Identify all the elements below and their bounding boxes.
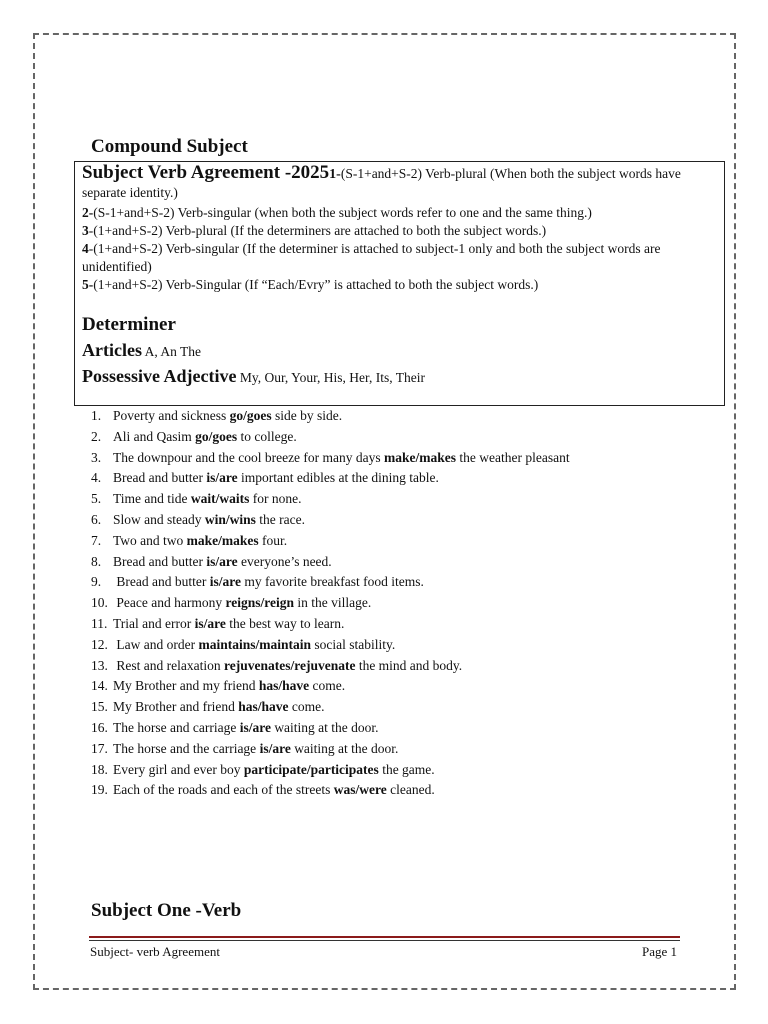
exercise-item bbox=[91, 739, 570, 760]
exercise-text-end: the best way to learn. bbox=[225, 615, 345, 631]
exercise-text: Time and tide bbox=[113, 491, 191, 507]
exercise-item bbox=[91, 572, 570, 593]
rule-2 bbox=[82, 204, 718, 222]
rule-5-number: 5- bbox=[82, 277, 94, 292]
exercise-number: 2. bbox=[91, 428, 102, 444]
exercise-verb-choice: is/are bbox=[206, 553, 238, 569]
exercise-item bbox=[91, 656, 570, 677]
exercise-item bbox=[91, 510, 570, 531]
exercise-number: 16. bbox=[91, 719, 108, 735]
rule-1-number: 1- bbox=[329, 167, 341, 182]
footer-rule-top bbox=[89, 936, 680, 938]
exercise-text-end: in the village. bbox=[293, 595, 372, 611]
exercise-number: 17. bbox=[91, 740, 108, 756]
exercise-item bbox=[91, 552, 570, 573]
exercise-number: 13. bbox=[91, 657, 108, 673]
exercise-text: Peace and harmony bbox=[113, 595, 226, 611]
exercise-number: 14. bbox=[91, 678, 108, 694]
exercise-text: Each of the roads and each of the streets bbox=[113, 782, 334, 798]
exercise-item bbox=[91, 635, 570, 656]
rule-2-text: (S-1+and+S-2) Verb-singular (when both the subject words refer to one and the same thing.) bbox=[93, 205, 592, 220]
exercise-item bbox=[91, 614, 570, 635]
compound-subject-heading: Compound Subject bbox=[91, 136, 248, 157]
possessive-text: My, Our, Your, His, Her, Its, Their bbox=[236, 370, 425, 385]
box-title: Subject Verb Agreement -2025 bbox=[82, 162, 330, 183]
rule-5 bbox=[82, 276, 718, 294]
rule-2-number: 2- bbox=[82, 205, 94, 220]
exercise-item bbox=[91, 780, 570, 801]
exercise-verb-choice: make/makes bbox=[186, 532, 259, 548]
exercise-text: Rest and relaxation bbox=[113, 657, 224, 673]
exercise-text: The horse and the carriage bbox=[113, 740, 260, 756]
exercise-text-end: everyone’s need. bbox=[237, 553, 332, 569]
exercise-text: Bread and butter bbox=[113, 553, 207, 569]
exercise-verb-choice: go/goes bbox=[195, 428, 238, 444]
rule-4 bbox=[82, 240, 718, 276]
exercise-text: The horse and carriage bbox=[113, 719, 240, 735]
exercise-item bbox=[91, 676, 570, 697]
exercise-verb-choice: is/are bbox=[259, 740, 291, 756]
exercise-verb-choice: rejuvenates/rejuvenate bbox=[223, 657, 356, 673]
exercise-item bbox=[91, 531, 570, 552]
exercise-number: 19. bbox=[91, 782, 108, 798]
exercise-item bbox=[91, 468, 570, 489]
exercise-text-end: waiting at the door. bbox=[270, 719, 379, 735]
subject-one-verb-heading: Subject One -Verb bbox=[91, 900, 242, 921]
exercise-text-end: important edibles at the dining table. bbox=[237, 470, 439, 486]
exercise-text-end: cleaned. bbox=[386, 782, 435, 798]
exercise-text-end: social stability. bbox=[311, 636, 396, 652]
exercise-verb-choice: participate/participates bbox=[243, 761, 379, 777]
exercise-text-end: the race. bbox=[255, 511, 305, 527]
exercise-verb-choice: was/were bbox=[333, 782, 387, 798]
exercise-number: 11. bbox=[91, 615, 108, 631]
exercise-verb-choice: maintains/maintain bbox=[198, 636, 311, 652]
exercise-text-end: the weather pleasant bbox=[456, 449, 570, 465]
exercise-number: 6. bbox=[91, 511, 102, 527]
footer-title: Subject- verb Agreement bbox=[90, 944, 220, 959]
rule-4-number: 4 bbox=[82, 241, 89, 256]
exercise-verb-choice: win/wins bbox=[204, 511, 256, 527]
exercise-number: 18. bbox=[91, 761, 108, 777]
exercise-text-end: the game. bbox=[378, 761, 435, 777]
exercise-verb-choice: has/have bbox=[238, 699, 289, 715]
rule-3-number: 3 bbox=[82, 223, 89, 238]
exercise-text: My Brother and friend bbox=[113, 699, 239, 715]
exercise-text: Trial and error bbox=[113, 615, 195, 631]
determiner-heading: Determiner bbox=[82, 314, 176, 335]
rule-5-text: (1+and+S-2) Verb-Singular (If “Each/Evry” is attached to both the subject words.) bbox=[93, 277, 539, 292]
exercise-number: 8. bbox=[91, 553, 102, 569]
exercise-number: 12. bbox=[91, 636, 108, 652]
rule-4-text: -(1+and+S-2) Verb-singular (If the determiner is attached to subject-1 only and both the subject words are unidentified) bbox=[82, 241, 661, 274]
articles-line bbox=[82, 338, 718, 364]
exercise-item bbox=[91, 448, 570, 469]
rules-box bbox=[74, 161, 725, 406]
possessive-label: Possessive Adjective bbox=[82, 366, 237, 386]
exercise-item bbox=[91, 697, 570, 718]
exercise-number: 7. bbox=[91, 532, 102, 548]
exercise-text-end: come. bbox=[288, 699, 325, 715]
exercise-text: Two and two bbox=[113, 532, 187, 548]
exercise-verb-choice: is/are bbox=[209, 574, 241, 590]
exercise-verb-choice: wait/waits bbox=[190, 491, 250, 507]
exercise-item bbox=[91, 427, 570, 448]
exercise-text: Poverty and sickness bbox=[113, 408, 230, 423]
exercise-text-end: the mind and body. bbox=[355, 657, 463, 673]
rule-3 bbox=[82, 222, 718, 240]
exercise-item bbox=[91, 760, 570, 781]
exercise-verb-choice: is/are bbox=[206, 470, 238, 486]
rule-1-text: (S-1+and+S-2) Verb-plural (When both the subject words have separate identity.) bbox=[82, 166, 681, 200]
rule-3-text: -(1+and+S-2) Verb-plural (If the determiners are attached to both the subject words.) bbox=[88, 223, 547, 238]
exercise-text-end: four. bbox=[258, 532, 288, 548]
exercise-text-end: waiting at the door. bbox=[290, 740, 399, 756]
exercise-verb-choice: reigns/reign bbox=[225, 595, 294, 611]
exercise-text-end: come. bbox=[309, 678, 346, 694]
exercise-number: 15. bbox=[91, 699, 108, 715]
articles-text: A, An The bbox=[141, 344, 201, 359]
exercise-number: 1. bbox=[91, 408, 102, 423]
exercise-text: Bread and butter bbox=[113, 470, 207, 486]
possessive-line bbox=[82, 364, 718, 390]
exercise-list bbox=[91, 406, 570, 801]
page-number: Page 1 bbox=[641, 944, 677, 959]
articles-label: Articles bbox=[82, 340, 142, 360]
exercise-number: 10. bbox=[91, 595, 108, 611]
footer-rule-bottom bbox=[89, 940, 680, 941]
exercise-item bbox=[91, 718, 570, 739]
exercise-text-end: to college. bbox=[237, 428, 297, 444]
exercise-number: 4. bbox=[91, 470, 102, 486]
exercise-text-end: side by side. bbox=[271, 408, 343, 423]
rule-1 bbox=[82, 164, 718, 202]
exercise-item bbox=[91, 406, 570, 427]
exercise-text: Every girl and ever boy bbox=[113, 761, 244, 777]
exercise-text: Bread and butter bbox=[113, 574, 210, 590]
exercise-text: The downpour and the cool breeze for many days bbox=[113, 449, 385, 465]
exercise-text-end: for none. bbox=[249, 491, 302, 507]
exercise-text: Ali and Qasim bbox=[113, 428, 196, 444]
exercise-text: Law and order bbox=[113, 636, 199, 652]
exercise-verb-choice: is/are bbox=[194, 615, 226, 631]
exercise-number: 5. bbox=[91, 491, 102, 507]
exercise-verb-choice: go/goes bbox=[229, 408, 272, 423]
exercise-number: 9. bbox=[91, 574, 102, 590]
exercise-item bbox=[91, 489, 570, 510]
exercise-verb-choice: is/are bbox=[239, 719, 271, 735]
exercise-item bbox=[91, 593, 570, 614]
exercise-text-end: my favorite breakfast food items. bbox=[240, 574, 424, 590]
exercise-verb-choice: make/makes bbox=[384, 449, 457, 465]
exercise-text: My Brother and my friend bbox=[113, 678, 259, 694]
exercise-text: Slow and steady bbox=[113, 511, 205, 527]
exercise-number: 3. bbox=[91, 449, 102, 465]
exercise-verb-choice: has/have bbox=[258, 678, 310, 694]
